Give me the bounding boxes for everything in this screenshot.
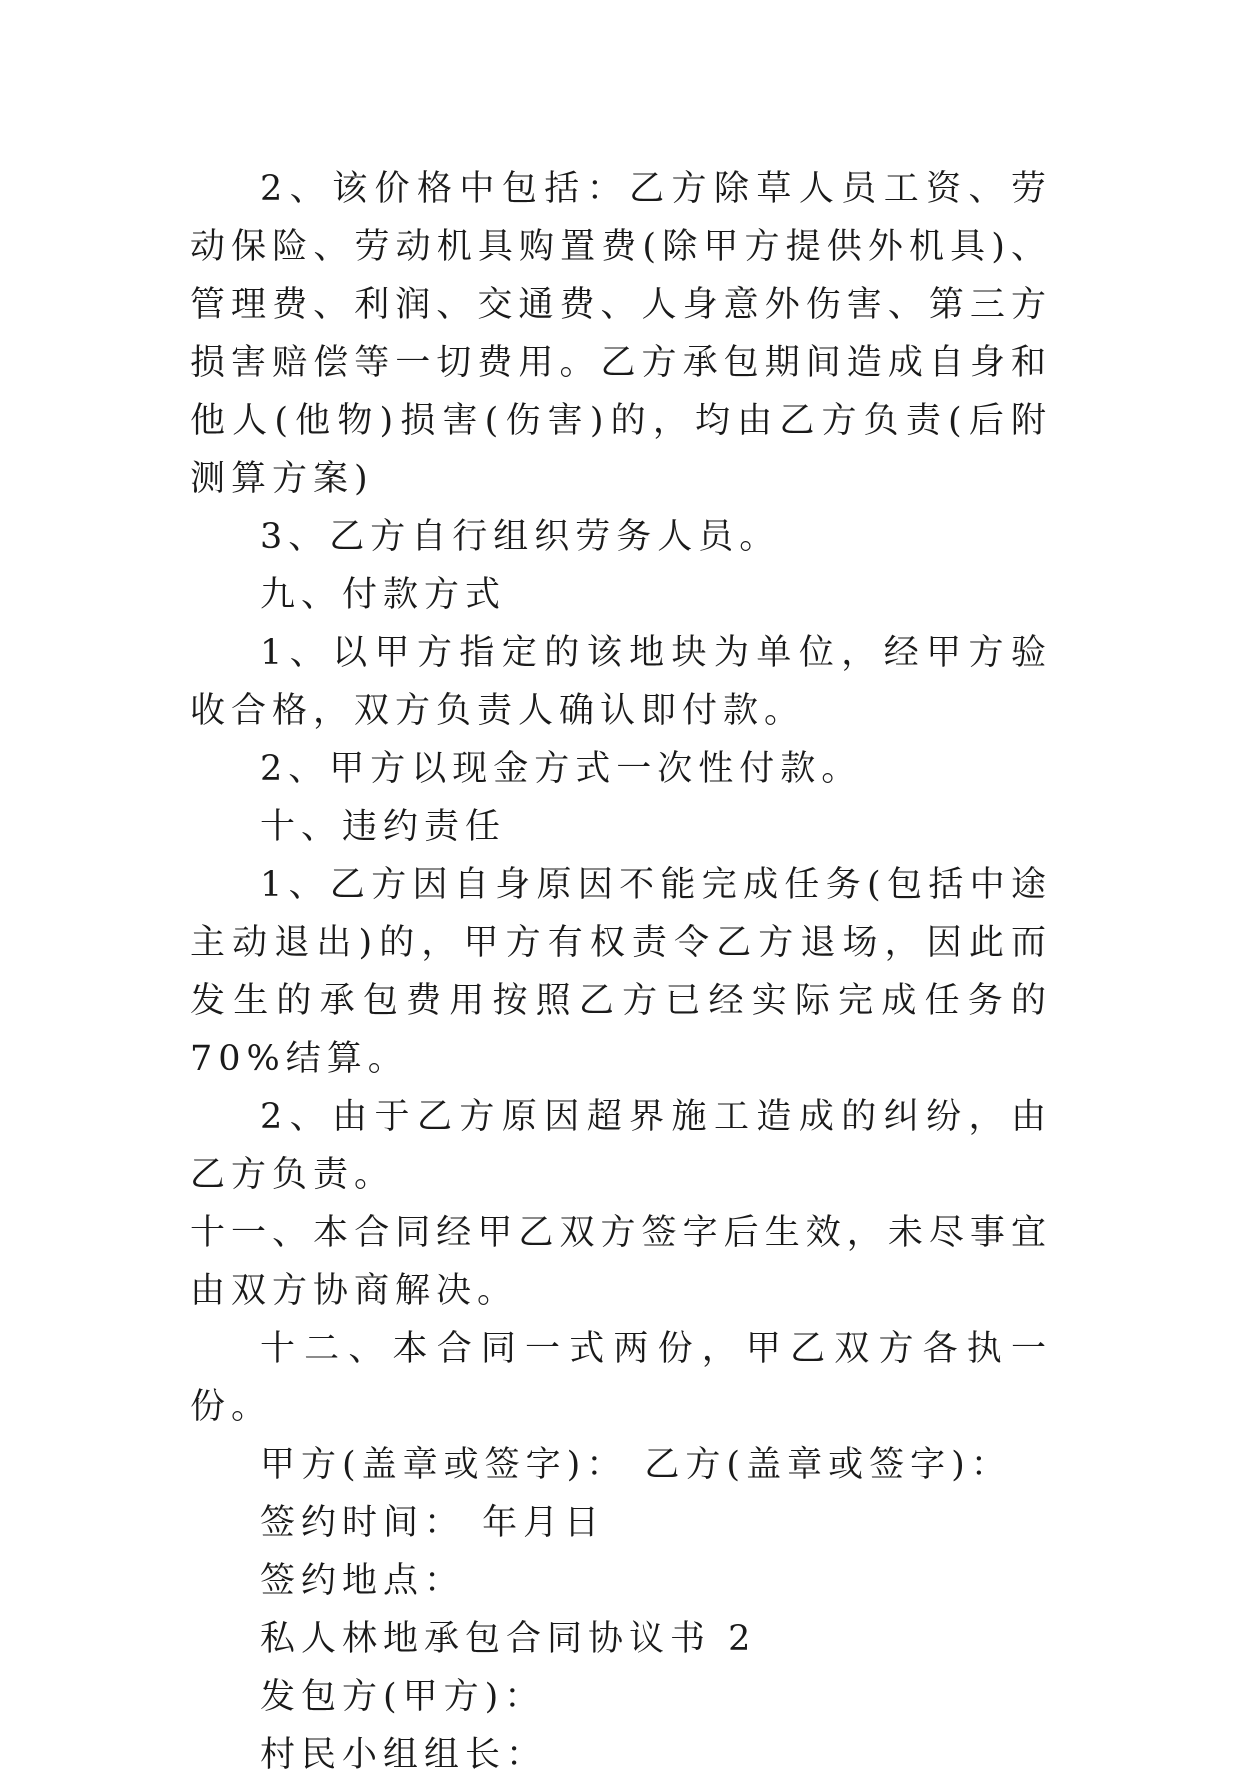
contract-2-title: 私人林地承包合同协议书 2 — [260, 1619, 757, 1659]
clause-8-3-labor: 3、乙方自行组织劳务人员。 — [260, 517, 781, 557]
group-leader-line: 村民小组组长： — [260, 1735, 548, 1775]
party-a-line: 发包方(甲方)： — [260, 1677, 546, 1717]
clause-10-1-breach: 1、乙方因自身原因不能完成任务(包括中途主动退出)的，甲方有权责令乙方退场，因此而发生的承包费用按照乙方已经实际完成任务的 70%结算。 — [190, 865, 1052, 1079]
section-12-copies: 十二、本合同一式两份，甲乙双方各执一份。 — [190, 1329, 1052, 1427]
clause-10-2-boundary-dispute: 2、由于乙方原因超界施工造成的纠纷，由乙方负责。 — [190, 1097, 1052, 1195]
clause-9-1-payment-unit: 1、以甲方指定的该地块为单位，经甲方验收合格，双方负责人确认即付款。 — [190, 633, 1052, 731]
signature-line-parties: 甲方(盖章或签字)： 乙方(盖章或签字)： — [260, 1445, 1012, 1485]
document-body — [190, 160, 1052, 1784]
section-11-effectiveness: 十一、本合同经甲乙双方签字后生效，未尽事宜由双方协商解决。 — [190, 1213, 1052, 1311]
signing-date-line: 签约时间： 年月日 — [260, 1503, 606, 1543]
clause-9-2-cash-payment: 2、甲方以现金方式一次性付款。 — [260, 749, 863, 789]
section-10-heading: 十、违约责任 — [260, 807, 507, 847]
clause-8-2-price-contents: 2、该价格中包括：乙方除草人员工资、劳动保险、劳动机具购置费(除甲方提供外机具)、管理费、利润、交通费、人身意外伤害、第三方损害赔偿等一切费用。乙方承包期间造成自身和他人(他物)损害(伤害)的，均由乙方负责(后附测算方案) — [190, 169, 1052, 499]
signing-place-line: 签约地点： — [260, 1561, 466, 1601]
section-9-heading: 九、付款方式 — [260, 575, 507, 615]
